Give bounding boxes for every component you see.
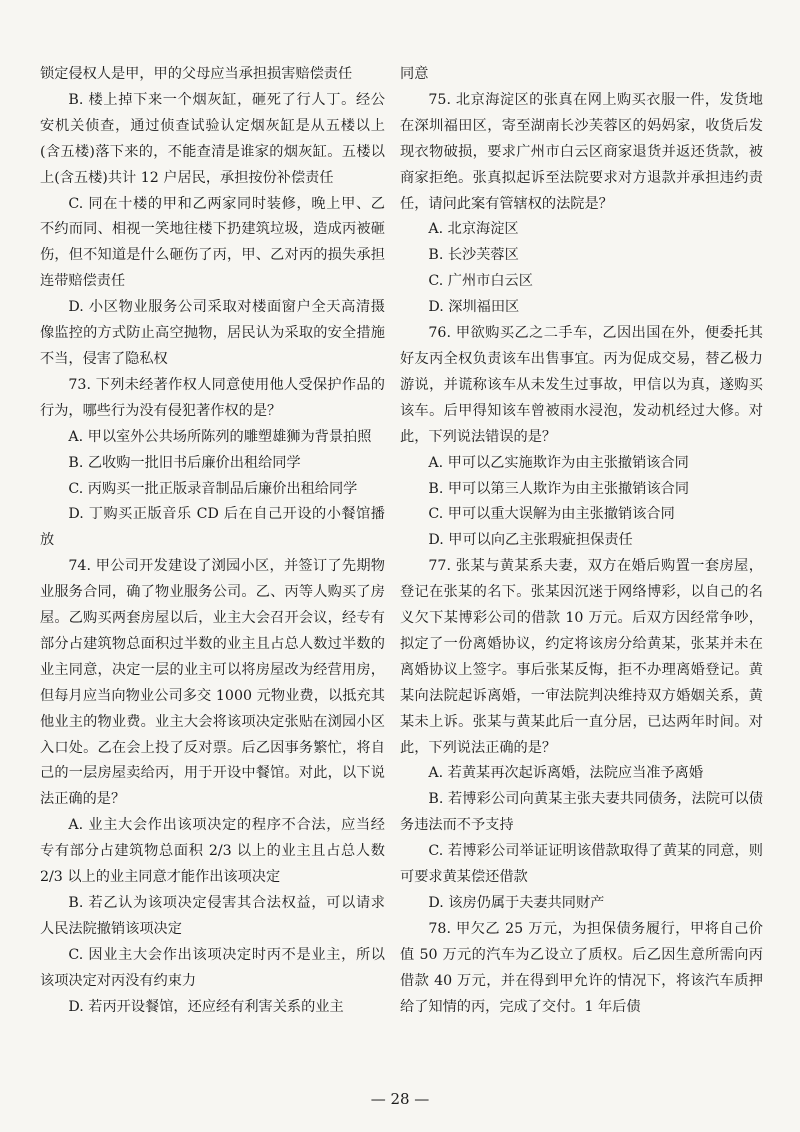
- paragraph: C. 同在十楼的甲和乙两家同时装修，晚上甲、乙不约而同、相视一笑地往楼下扔建筑垃圾，造成丙被砸伤，但不知道是什么砸伤了丙，甲、乙对丙的损失承担连带赔偿责任: [40, 195, 385, 290]
- paragraph: 同意: [400, 66, 429, 82]
- paragraph: 74. 甲公司开发建设了浏园小区，并签订了先期物业服务合同，确了物业服务公司。乙、丙等人购买了房屋。乙购买两套房屋以后，业主大会召开会议，经专有部分占建筑物总面积过半数的业主且占总人数过半数的业主同意，决定一层的业主可以将房屋改为经营用房，但每月应当向物业公司多交 1000 元物业费，以抵充其他业主的物业费。业主大会将该项决定张贴在浏园小区入口处。乙在会上投了反对票。后乙因事务繁忙，将自己的一层房屋卖给丙，用于开设中餐馆。对此，以下说法正确的是？: [40, 558, 385, 808]
- paragraph: A. 北京海淀区: [428, 221, 519, 238]
- paragraph: 73. 下列未经著作权人同意使用他人受保护作品的行为，哪些行为没有侵犯著作权的是？: [40, 376, 385, 419]
- paragraph: 75. 北京海淀区的张真在网上购买衣服一件，发货地在深圳福田区，寄至湖南长沙芙蓉区的妈妈家，收货后发现衣物破损，要求广州市白云区商家退货并返还货款，被商家拒绝。张真拟起诉至法院要求对方退款并承担违约责任，请问此案有管辖权的法院是？: [400, 91, 763, 212]
- paragraph: C. 因业主大会作出该项决定时丙不是业主，所以该项决定对丙没有约束力: [40, 946, 385, 989]
- paragraph: C. 广州市白云区: [428, 273, 533, 290]
- right-column: [400, 62, 763, 1021]
- paragraph: D. 若丙开设餐馆，还应经有利害关系的业主: [68, 998, 344, 1015]
- paragraph: A. 甲可以乙实施欺诈为由主张撤销该合同: [428, 454, 689, 471]
- paragraph: B. 楼上掉下来一个烟灰缸，砸死了行人丁。经公安机关侦查，通过侦查试验认定烟灰缸是从五楼以上(含五楼)落下来的，不能查清是谁家的烟灰缸。五楼以上(含五楼)共计 12 户居民，承担按份补偿责任: [40, 91, 385, 186]
- left-column: [40, 62, 385, 1021]
- paragraph: B. 若博彩公司向黄某主张夫妻共同债务，法院可以债务违法而不予支持: [400, 791, 763, 834]
- paragraph: B. 甲可以第三人欺诈为由主张撤销该合同: [428, 480, 690, 497]
- paragraph: 76. 甲欲购买乙之二手车，乙因出国在外，便委托其好友丙全权负责该车出售事宜。丙为促成交易，替乙极力游说，并谎称该车从未发生过事故，甲信以为真，遂购买该车。后甲得知该车曾被雨水浸泡，发动机经过大修。对此，下列说法错误的是？: [400, 325, 763, 445]
- paragraph: B. 乙收购一批旧书后廉价出租给同学: [68, 454, 301, 471]
- paragraph: A. 甲以室外公共场所陈列的雕塑雄狮为背景拍照: [68, 428, 372, 445]
- page-number: — 28 —: [370, 1090, 430, 1108]
- paragraph: C. 若博彩公司举证证明该借款取得了黄某的同意，则可要求黄某偿还借款: [400, 843, 763, 886]
- paragraph: D. 深圳福田区: [428, 299, 520, 316]
- paragraph: D. 小区物业服务公司采取对楼面窗户全天高清摄像监控的方式防止高空抛物，居民认为采取的安全措施不当，侵害了隐私权: [40, 299, 385, 367]
- paragraph: A. 若黄某再次起诉离婚，法院应当准予离婚: [428, 765, 704, 782]
- paragraph: A. 业主大会作出该项决定的程序不合法，应当经专有部分占建筑物总面积 2/3 以上的业主且占总人数 2/3 以上的业主同意才能作出该项决定: [40, 817, 385, 886]
- paragraph: D. 该房仍属于夫妻共同财产: [428, 895, 605, 911]
- paragraph: D. 丁购买正版音乐 CD 后在自己开设的小餐馆播放: [40, 506, 385, 549]
- paragraph: 77. 张某与黄某系夫妻，双方在婚后购置一套房屋，登记在张某的名下。张某因沉迷于网络博彩，以自己的名义欠下某博彩公司的借款 10 万元。后双方因经常争吵，拟定了一份离婚协议，约定将该房分给黄某，张某并未在离婚协议上签字。事后张某反悔，拒不办理离婚登记。黄某向法院起诉离婚，一审法院判决维持双方婚姻关系，黄某未上诉。张某与黄某此后一直分居，已达两年时间。对此，下列说法正确的是？: [400, 558, 763, 756]
- paragraph: 锁定侵权人是甲，甲的父母应当承担损害赔偿责任: [40, 66, 353, 82]
- paragraph: 78. 甲欠乙 25 万元，为担保债务履行，甲将自己价值 50 万元的汽车为乙设立了质权。后乙因生意所需向丙借款 40 万元，并在得到甲允许的情况下，将该汽车质押给了知情的丙，完成了交付。1 年后债: [400, 920, 763, 1015]
- paragraph: C. 丙购买一批正版录音制品后廉价出租给同学: [68, 480, 358, 497]
- paragraph: B. 长沙芙蓉区: [428, 247, 519, 264]
- paragraph: C. 甲可以重大误解为由主张撤销该合同: [428, 506, 675, 523]
- paragraph: D. 甲可以向乙主张瑕疵担保责任: [428, 532, 633, 549]
- paragraph: B. 若乙认为该项决定侵害其合法权益，可以请求人民法院撤销该项决定: [40, 895, 385, 937]
